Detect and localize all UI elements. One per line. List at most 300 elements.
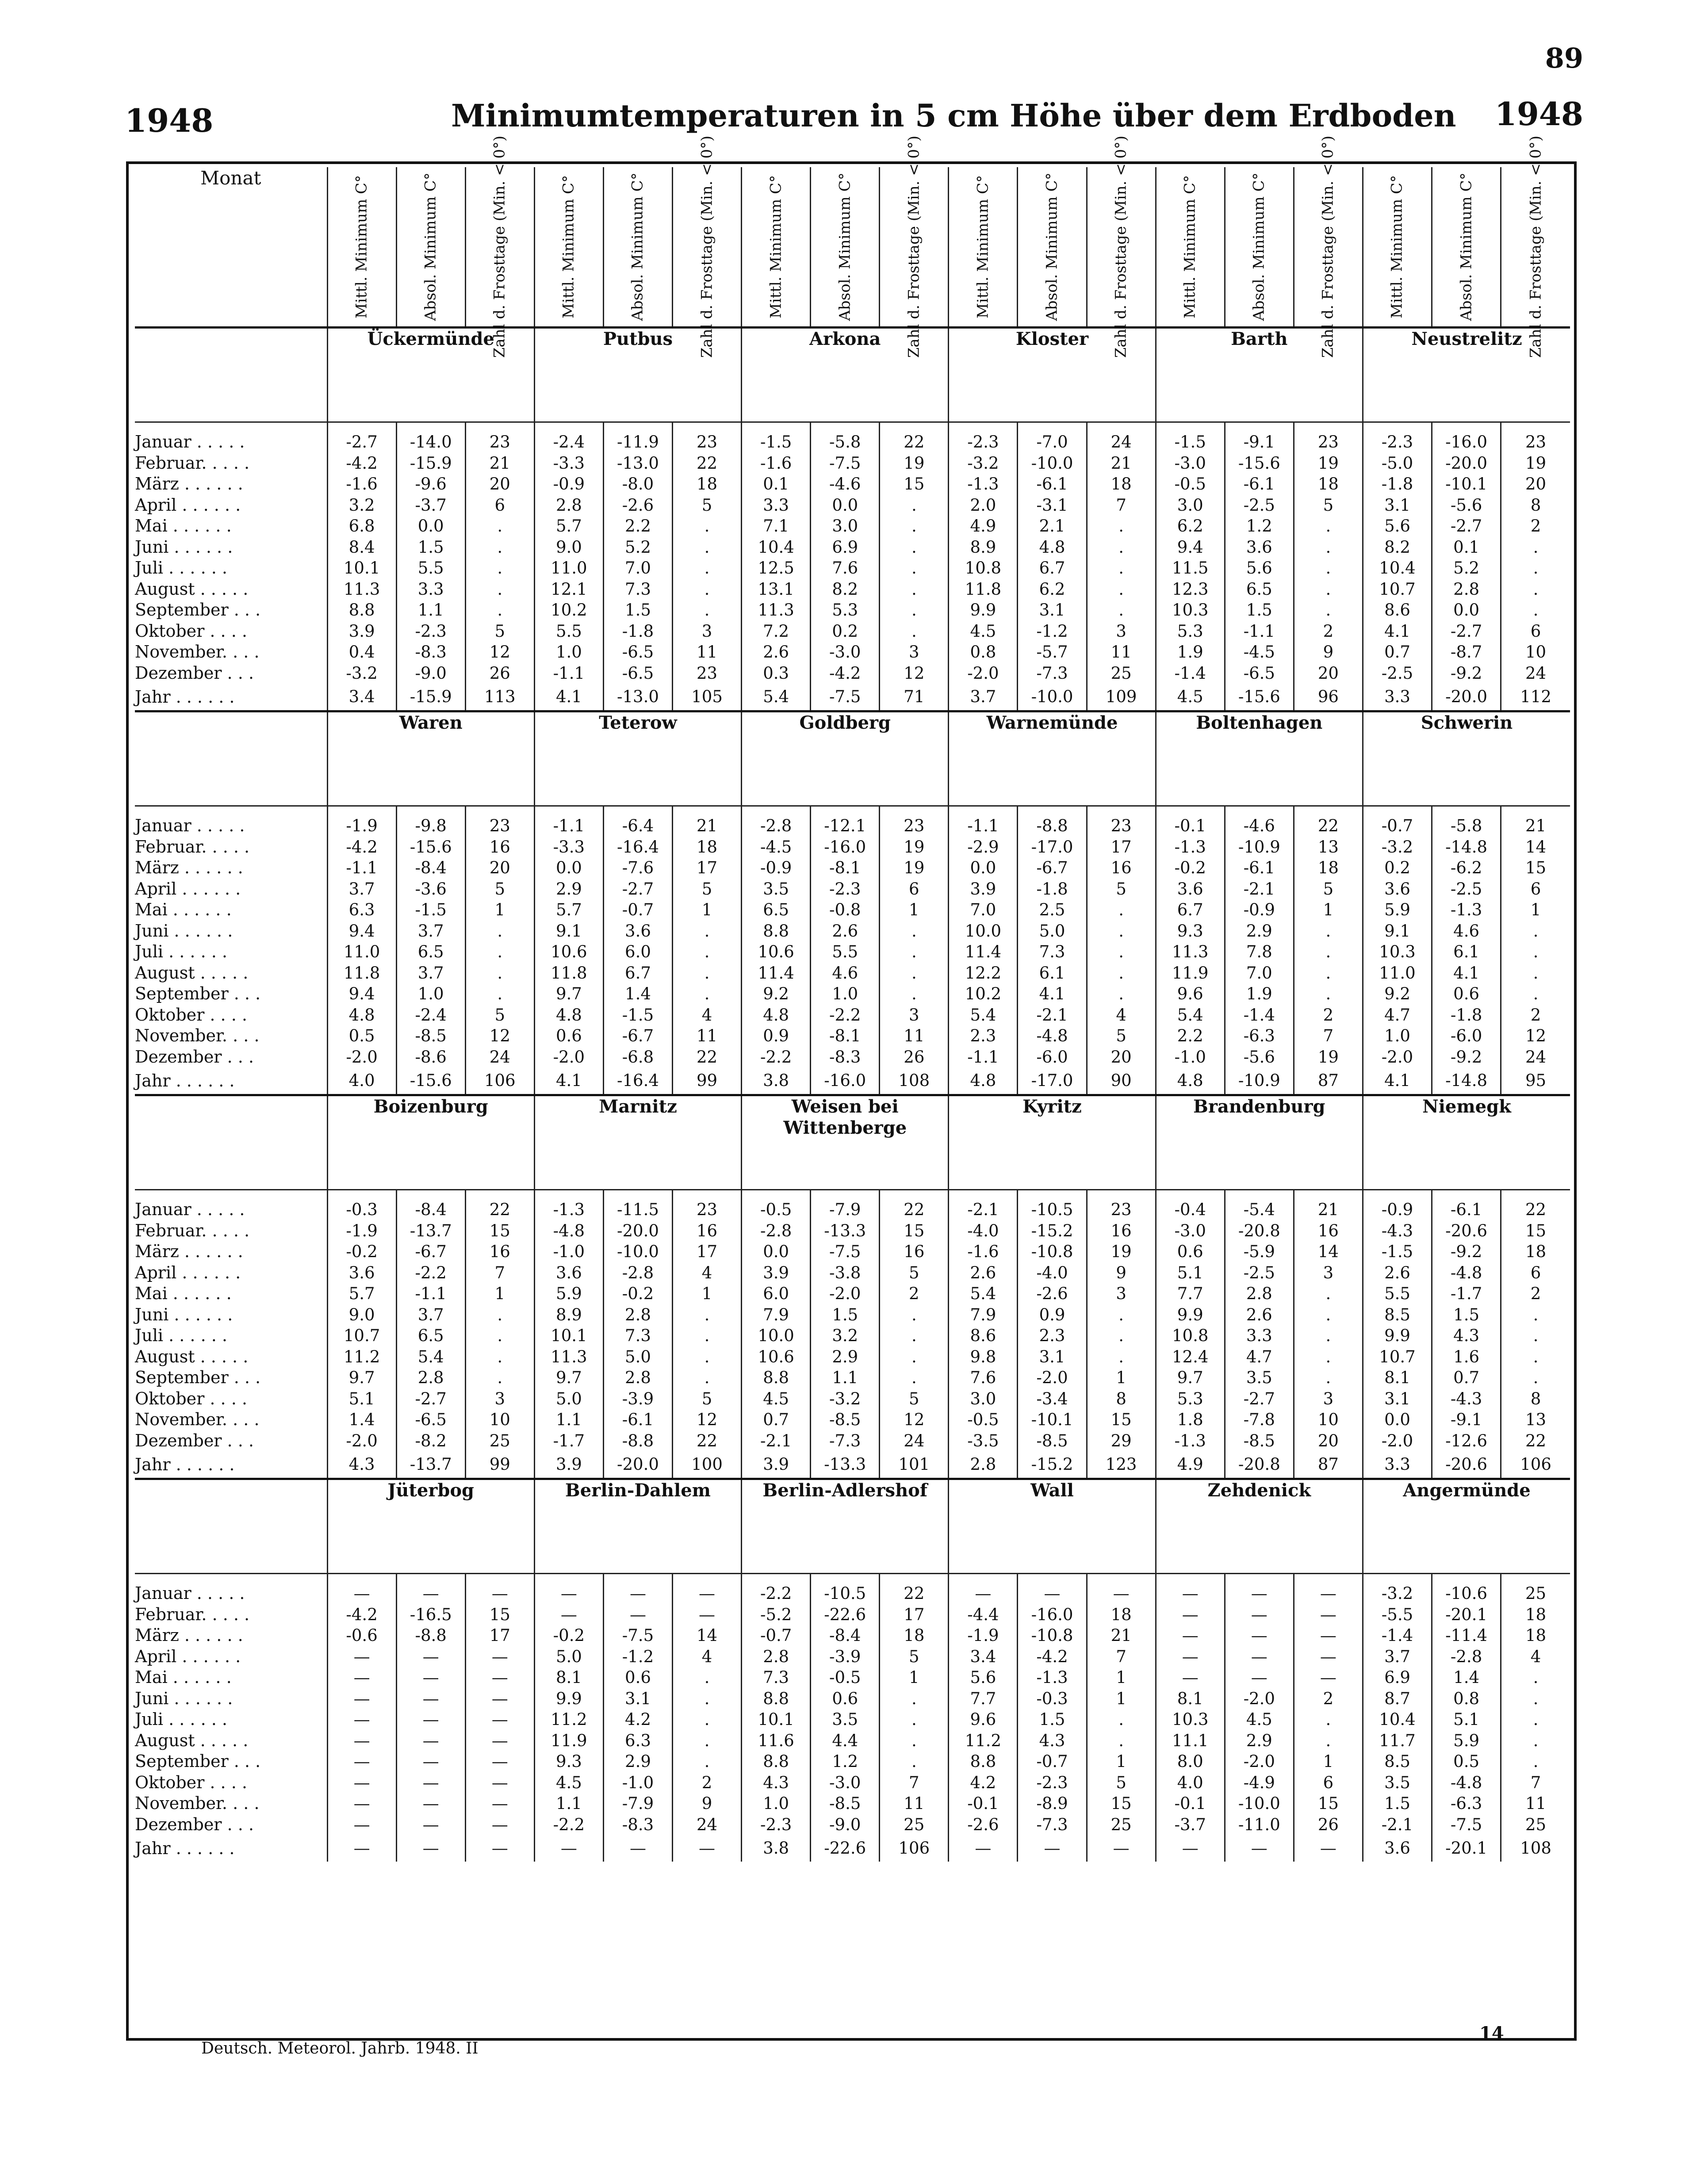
table-cell: -2.3: [1036, 1773, 1068, 1792]
table-cell: 1.1: [417, 600, 444, 620]
table-cell: 9.1: [1384, 921, 1410, 941]
table-cell: 22: [904, 1584, 925, 1603]
station-name: Waren: [327, 711, 534, 806]
table-cell: 3.5: [763, 879, 789, 899]
year-total-row: [135, 684, 1570, 711]
table-cell: .: [1118, 558, 1124, 577]
table-cell: 23: [489, 816, 510, 835]
table-cell: 11.4: [965, 942, 1002, 961]
column-header-mittl-minimum: [327, 167, 396, 328]
table-cell: 2.6: [1384, 1263, 1410, 1282]
table-cell: 2.8: [417, 1368, 444, 1387]
value-column-mittl: [742, 815, 811, 1067]
table-cell: 23: [697, 1200, 718, 1219]
table-cell: —: [353, 1668, 370, 1687]
table-cell: 5.0: [1039, 921, 1065, 941]
table-cell: -4.6: [829, 474, 861, 493]
table-cell: 20: [1317, 1431, 1339, 1450]
table-cell: 5.3: [1177, 1389, 1203, 1408]
station-name: Kyritz: [949, 1095, 1156, 1190]
table-cell: -1.5: [415, 900, 447, 919]
table-cell: -10.1: [1445, 474, 1488, 493]
month-label: Dezember . . .: [135, 1814, 254, 1834]
table-cell: .: [704, 1305, 710, 1324]
value-column-frost: [673, 815, 742, 1067]
table-cell: —: [353, 1773, 370, 1792]
table-cell: 0.3: [763, 663, 789, 683]
table-cell: -0.2: [622, 1284, 654, 1303]
table-cell: 5.4: [970, 1005, 996, 1025]
station-row-blank: [135, 1479, 327, 1574]
table-cell: 5: [909, 1647, 919, 1666]
station-name: Neustrelitz: [1363, 328, 1570, 422]
table-cell: 2: [1530, 1284, 1541, 1303]
table-cell: -1.5: [1381, 1242, 1413, 1261]
table-cell: 18: [1525, 1626, 1547, 1645]
table-cell: -6.1: [1450, 1200, 1482, 1219]
column-header-label: Absol. Minimum C°: [1457, 172, 1475, 321]
value-column-frost: [465, 815, 534, 1067]
table-cell: 5.3: [832, 600, 858, 620]
table-cell: 1: [701, 1284, 712, 1303]
column-header-label: Mittl. Minimum C°: [1388, 175, 1406, 319]
table-cell: 3: [494, 1389, 506, 1408]
table-cell: 7: [1116, 495, 1126, 515]
table-cell: 5.7: [555, 900, 582, 919]
month-label: Oktober . . . .: [135, 621, 247, 641]
table-cell: 24: [697, 1815, 718, 1834]
jahr-cell: —: [327, 1835, 396, 1862]
table-cell: .: [911, 921, 917, 941]
table-cell: 18: [1111, 1605, 1132, 1624]
table-cell: .: [911, 1752, 917, 1771]
table-cell: 9.4: [348, 984, 375, 1003]
table-cell: -7.5: [829, 453, 861, 473]
table-cell: 1.5: [1453, 1305, 1479, 1324]
table-cell: 4.6: [832, 963, 858, 983]
table-cell: 4.1: [1039, 984, 1065, 1003]
table-cell: -6.1: [1036, 474, 1068, 493]
table-cell: 8.1: [555, 1668, 582, 1687]
table-cell: —: [422, 1647, 439, 1666]
table-cell: —: [491, 1815, 508, 1834]
jahr-cell: -20.6: [1432, 1451, 1501, 1479]
table-cell: —: [422, 1731, 439, 1750]
column-header-absol-minimum: [1018, 167, 1087, 328]
table-cell: —: [491, 1584, 508, 1603]
table-cell: 2.1: [1039, 516, 1065, 535]
table-cell: -3.0: [1174, 1221, 1206, 1240]
table-cell: 7.0: [1246, 963, 1272, 983]
table-cell: -6.7: [622, 1026, 654, 1045]
value-column-absol: [1018, 1583, 1087, 1835]
table-cell: -2.0: [1243, 1689, 1275, 1708]
column-header-absol-minimum: [811, 167, 880, 328]
table-cell: -3.8: [829, 1263, 861, 1282]
table-cell: -10.0: [617, 1242, 659, 1261]
table-cell: -0.7: [760, 1626, 792, 1645]
table-cell: .: [911, 1326, 917, 1345]
table-cell: 29: [1111, 1431, 1132, 1450]
table-cell: —: [422, 1773, 439, 1792]
value-column-mittl: [742, 1199, 811, 1451]
table-cell: 1.1: [555, 1794, 582, 1813]
table-cell: —: [422, 1584, 439, 1603]
table-cell: 1.5: [1384, 1794, 1410, 1813]
table-cell: -2.5: [1381, 663, 1413, 683]
page-number: 89: [1545, 42, 1583, 74]
table-cell: -20.6: [1445, 1221, 1488, 1240]
table-cell: 11: [697, 1026, 718, 1045]
jahr-cell: -15.6: [396, 1067, 465, 1095]
table-cell: -7.9: [622, 1794, 654, 1813]
table-cell: 4.3: [1453, 1326, 1479, 1345]
table-cell: 0.0: [832, 495, 858, 515]
table-cell: 2: [701, 1773, 712, 1792]
table-cell: -4.6: [1243, 816, 1275, 835]
jahr-cell: 112: [1501, 684, 1570, 711]
table-cell: 4.8: [1039, 537, 1065, 557]
table-cell: 8.1: [1177, 1689, 1203, 1708]
column-header-label: Zahl d. Frosttage (Min. < 0°): [698, 135, 716, 358]
jahr-cell: 4.9: [1156, 1451, 1225, 1479]
table-cell: 19: [1317, 453, 1339, 473]
table-cell: -1.1: [346, 858, 378, 877]
station-name: Ückermünde: [327, 328, 534, 422]
jahr-cell: —: [673, 1835, 742, 1862]
table-cell: —: [353, 1584, 370, 1603]
table-cell: 5.5: [555, 621, 582, 641]
table-cell: -1.9: [346, 816, 378, 835]
table-cell: -0.7: [622, 900, 654, 919]
table-cell: 0.0: [970, 858, 996, 877]
table-cell: 10.6: [551, 942, 587, 961]
table-cell: 3.6: [555, 1263, 582, 1282]
table-cell: 3.7: [1384, 1647, 1410, 1666]
value-column-mittl: [327, 1583, 396, 1835]
table-cell: .: [911, 942, 917, 961]
table-cell: 6: [1530, 879, 1541, 899]
table-cell: 1: [1116, 1752, 1126, 1771]
table-cell: 15: [489, 1605, 510, 1624]
value-column-frost: [673, 1583, 742, 1835]
table-cell: 4.5: [555, 1773, 582, 1792]
table-cell: 21: [1111, 1626, 1132, 1645]
value-column-frost: [1294, 1199, 1363, 1451]
table-cell: 5: [494, 879, 506, 899]
table-cell: 9.7: [555, 984, 582, 1003]
table-cell: 11.5: [1172, 558, 1209, 577]
table-cell: .: [497, 1347, 503, 1366]
table-cell: 0.6: [625, 1668, 651, 1687]
table-cell: 5: [701, 879, 712, 899]
table-cell: -0.8: [829, 900, 861, 919]
table-cell: 5: [909, 1389, 919, 1408]
table-cell: 5: [1116, 1026, 1126, 1045]
table-cell: -3.7: [1174, 1815, 1206, 1834]
table-cell: 9.3: [555, 1752, 582, 1771]
table-cell: 16: [1111, 1221, 1132, 1240]
table-cell: —: [491, 1710, 508, 1729]
table-cell: 17: [697, 1242, 718, 1261]
station-name: Berlin-Adlershof: [742, 1479, 949, 1574]
value-column-mittl: [742, 432, 811, 684]
table-cell: 5.0: [555, 1389, 582, 1408]
table-cell: -9.1: [1243, 432, 1275, 451]
station-row-blank: [135, 1095, 327, 1190]
table-cell: 7.3: [625, 579, 651, 599]
table-cell: 14: [697, 1626, 718, 1645]
table-cell: -1.8: [1450, 1005, 1482, 1025]
table-cell: 25: [489, 1431, 510, 1450]
table-cell: 5.1: [348, 1389, 375, 1408]
table-cell: -9.2: [1450, 1047, 1482, 1067]
table-cell: -6.0: [1036, 1047, 1068, 1067]
value-column-mittl: [327, 815, 396, 1067]
table-cell: 22: [489, 1200, 510, 1219]
table-cell: 11.8: [551, 963, 587, 983]
table-cell: -9.2: [1450, 663, 1482, 683]
year-total-row: [135, 1067, 1570, 1095]
table-cell: -3.3: [553, 837, 585, 857]
value-column-mittl: [1363, 815, 1432, 1067]
table-cell: 12: [904, 1410, 925, 1429]
column-header-mittl-minimum: [1156, 167, 1225, 328]
table-cell: -8.1: [829, 858, 861, 877]
table-cell: .: [497, 942, 503, 961]
table-cell: 12: [1525, 1026, 1547, 1045]
table-cell: 0.5: [1453, 1752, 1479, 1771]
jahr-cell: 108: [1501, 1835, 1570, 1862]
table-cell: 0.7: [1453, 1368, 1479, 1387]
table-cell: —: [353, 1794, 370, 1813]
table-cell: .: [1533, 537, 1539, 557]
table-cell: 2: [1323, 1005, 1334, 1025]
table-cell: -4.0: [967, 1221, 999, 1240]
table-cell: 2.0: [970, 495, 996, 515]
table-cell: 9.2: [763, 984, 789, 1003]
table-cell: 8.2: [1384, 537, 1410, 557]
table-cell: .: [1533, 921, 1539, 941]
table-cell: -12.6: [1445, 1431, 1488, 1450]
table-cell: -1.8: [622, 621, 654, 641]
table-cell: -3.2: [1381, 837, 1413, 857]
column-header-label: Zahl d. Frosttage (Min. < 0°): [490, 135, 509, 358]
table-cell: .: [704, 516, 710, 535]
month-label: August . . . . .: [135, 1730, 249, 1750]
column-header-absol-minimum: [396, 167, 465, 328]
table-cell: -2.2: [760, 1584, 792, 1603]
table-cell: .: [1325, 963, 1331, 983]
table-cell: -2.0: [553, 1047, 585, 1067]
table-cell: 25: [1111, 663, 1132, 683]
table-cell: 12.4: [1172, 1347, 1209, 1366]
table-cell: -2.6: [622, 495, 654, 515]
table-cell: —: [1113, 1584, 1130, 1603]
table-cell: 11.9: [551, 1731, 587, 1750]
table-cell: -8.8: [415, 1626, 447, 1645]
table-cell: 10.7: [1379, 579, 1416, 599]
month-label: September . . .: [135, 1752, 261, 1771]
column-header-frosttage: [465, 135, 534, 358]
table-cell: 6: [1530, 1263, 1541, 1282]
table-cell: .: [704, 600, 710, 620]
table-cell: -9.0: [415, 663, 447, 683]
month-label: Januar . . . . .: [135, 1200, 245, 1219]
table-cell: -15.6: [410, 837, 452, 857]
table-cell: 11.8: [965, 579, 1002, 599]
table-cell: 8.4: [348, 537, 375, 557]
value-column-absol: [1432, 1583, 1501, 1835]
table-cell: .: [1325, 1710, 1331, 1729]
table-cell: 2.8: [555, 495, 582, 515]
jahr-cell: 101: [880, 1451, 949, 1479]
table-cell: -0.3: [1036, 1689, 1068, 1708]
table-cell: -2.6: [967, 1815, 999, 1834]
table-cell: -7.0: [1036, 432, 1068, 451]
table-cell: 5: [701, 1389, 712, 1408]
table-cell: -8.4: [829, 1626, 861, 1645]
jahr-cell: 100: [673, 1451, 742, 1479]
table-cell: -10.5: [1031, 1200, 1073, 1219]
table-cell: 11: [1525, 1794, 1547, 1813]
jahr-cell: 4.1: [1363, 1067, 1432, 1095]
month-label: Mai . . . . . .: [135, 516, 232, 535]
table-cell: 2: [1530, 516, 1541, 535]
table-cell: 8.9: [970, 537, 996, 557]
table-cell: 9.8: [970, 1347, 996, 1366]
table-cell: -16.0: [1031, 1605, 1073, 1624]
jahr-cell: —: [534, 1835, 603, 1862]
table-cell: 1: [1116, 1689, 1126, 1708]
month-label: Februar. . . . .: [135, 1220, 250, 1240]
table-cell: -9.6: [415, 474, 447, 493]
table-cell: 4.3: [1039, 1731, 1065, 1750]
table-cell: 9: [1323, 642, 1334, 662]
table-cell: -4.8: [1450, 1263, 1482, 1282]
table-cell: 10: [1317, 1410, 1339, 1429]
table-cell: —: [422, 1668, 439, 1687]
table-cell: .: [1325, 1368, 1331, 1387]
table-cell: 1.8: [1177, 1410, 1203, 1429]
table-cell: .: [1325, 558, 1331, 577]
table-cell: -10.0: [1031, 453, 1073, 473]
table-cell: 20: [489, 858, 510, 877]
table-cell: -20.0: [617, 1221, 659, 1240]
table-cell: 0.9: [763, 1026, 789, 1045]
month-label: Juni . . . . . .: [135, 537, 233, 557]
table-cell: 8.8: [763, 1368, 789, 1387]
value-column-absol: [811, 432, 880, 684]
month-label: Juni . . . . . .: [135, 1304, 233, 1324]
table-cell: 2.8: [763, 1647, 789, 1666]
table-cell: —: [353, 1689, 370, 1708]
table-cell: 4.2: [970, 1773, 996, 1792]
table-cell: 3.5: [1384, 1773, 1410, 1792]
table-cell: —: [1251, 1605, 1268, 1624]
table-cell: 9: [701, 1794, 712, 1813]
table-cell: 12.2: [965, 963, 1002, 983]
table-cell: 1: [1116, 1368, 1126, 1387]
table-cell: 21: [489, 453, 510, 473]
column-header-label: Mittl. Minimum C°: [767, 175, 785, 319]
table-cell: 3.4: [970, 1647, 996, 1666]
table-cell: -2.7: [1450, 516, 1482, 535]
month-label: Dezember . . .: [135, 1047, 254, 1067]
table-cell: 2.9: [1246, 1731, 1272, 1750]
station-name: Putbus: [534, 328, 741, 422]
table-cell: -6.3: [1450, 1794, 1482, 1813]
table-cell: 2.9: [832, 1347, 858, 1366]
table-cell: 5: [494, 621, 506, 641]
table-cell: 9.9: [555, 1689, 582, 1708]
jahr-cell: -20.1: [1432, 1835, 1501, 1862]
table-cell: 17: [1111, 837, 1132, 857]
table-cell: 2.8: [625, 1368, 651, 1387]
table-cell: 10.2: [965, 984, 1002, 1003]
table-cell: -0.7: [1381, 816, 1413, 835]
table-cell: .: [911, 984, 917, 1003]
jahr-cell: —: [396, 1835, 465, 1862]
table-cell: 19: [904, 858, 925, 877]
table-cell: -0.9: [760, 858, 792, 877]
jahr-cell: -13.0: [603, 684, 672, 711]
table-cell: 12.5: [758, 558, 794, 577]
table-cell: 2: [1530, 1005, 1541, 1025]
table-cell: 2.6: [1246, 1305, 1272, 1324]
month-labels: [135, 1199, 327, 1451]
table-cell: .: [1533, 1752, 1539, 1771]
jahr-cell: 113: [465, 684, 534, 711]
table-cell: 6.9: [832, 537, 858, 557]
table-cell: -2.9: [967, 837, 999, 857]
table-cell: .: [1118, 1347, 1124, 1366]
table-cell: 5.4: [1177, 1005, 1203, 1025]
footer-sheet-number: 14: [1479, 2023, 1504, 2044]
month-label: April . . . . . .: [135, 1262, 241, 1282]
table-cell: .: [911, 579, 917, 599]
table-cell: -8.8: [622, 1431, 654, 1450]
table-cell: .: [497, 579, 503, 599]
table-cell: 12: [489, 642, 510, 662]
table-cell: -7.6: [622, 858, 654, 877]
table-cell: 12: [489, 1026, 510, 1045]
table-cell: .: [1533, 984, 1539, 1003]
month-label: Oktober . . . .: [135, 1005, 247, 1025]
table-cell: 3.1: [1039, 1347, 1065, 1366]
column-header-label: Mittl. Minimum C°: [974, 175, 992, 319]
value-column-mittl: [949, 1583, 1018, 1835]
table-cell: -5.9: [1243, 1242, 1275, 1261]
table-cell: 7.1: [763, 516, 789, 535]
table-cell: —: [1182, 1584, 1199, 1603]
table-cell: 6.3: [348, 900, 375, 919]
table-cell: —: [422, 1752, 439, 1771]
table-cell: -5.4: [1243, 1200, 1275, 1219]
jahr-label: Jahr . . . . . .: [135, 1455, 235, 1474]
table-cell: 11.9: [1172, 963, 1209, 983]
value-column-frost: [1501, 815, 1570, 1067]
table-cell: .: [911, 1689, 917, 1708]
jahr-cell: 106: [880, 1835, 949, 1862]
table-cell: 3: [909, 642, 919, 662]
table-cell: 0.2: [1384, 858, 1410, 877]
table-cell: .: [1118, 942, 1124, 961]
table-cell: 7.7: [970, 1689, 996, 1708]
table-cell: 15: [1111, 1410, 1132, 1429]
table-cell: 18: [697, 837, 718, 857]
table-cell: .: [704, 963, 710, 983]
